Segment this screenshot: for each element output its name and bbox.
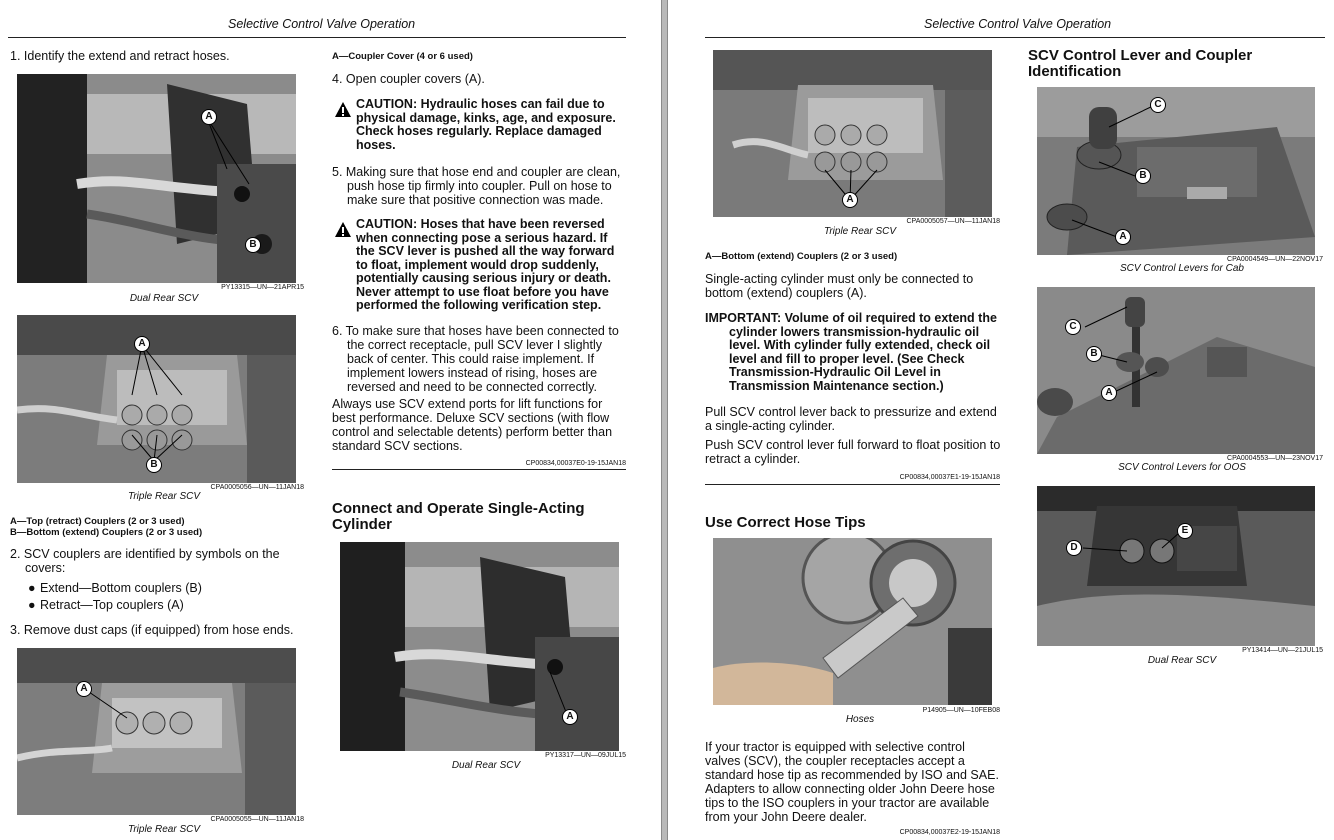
caution-reversed-hoses: CAUTION: Hoses that have been reversed when connecting pose a serious hazard. If the SCV lever is pushed all the way forward to float, implement would drop suddenly, potentially causing serious injury or death. Never attempt to use float before you have performed the following verification step. [356, 217, 615, 312]
warning-triangle-icon [334, 221, 352, 238]
callout-b: B [1135, 168, 1151, 184]
callout-a: A [842, 192, 858, 208]
section-rule [705, 484, 1000, 485]
page-divider [661, 0, 668, 840]
callout-e: E [1177, 523, 1193, 539]
figure-code: PY13317—UN—09JUL15 [545, 752, 626, 759]
photo-triple-rear-scv-2 [17, 648, 296, 815]
step-6: 6. To make sure that hoses have been connected to the correct receptacle, pull SCV lever I slightly back of center. This could raise implement. If implement lowers instead of rising, hoses are reversed and need to be connected correctly. [332, 324, 619, 394]
reference-code: CP00834,00037E1-19-15JAN18 [899, 474, 1000, 481]
photo-scv-levers-cab [1037, 87, 1315, 255]
figure-code: CPA0005056—UN—11JAN18 [210, 484, 304, 491]
callout-a: A [76, 681, 92, 697]
figure-caption: Dual Rear SCV [129, 293, 199, 304]
legend-bottom-couplers: A—Bottom (extend) Couplers (2 or 3 used) [705, 251, 898, 262]
important-oil-volume: IMPORTANT: Volume of oil required to extend the cylinder lowers transmission-hydraulic oil level. With cylinder fully extended, check oil level and fill to proper level. (See Check Transmission-Hydraulic Oil Level in Transmission Maintenance section.) [705, 311, 997, 393]
bullet-dot-icon: ● [28, 581, 36, 595]
legend-b: B—Bottom (extend) Couplers (2 or 3 used) [10, 527, 203, 538]
figure-code: CPA0004553—UN—23NOV17 [1227, 455, 1323, 462]
legend-coupler-cover: A—Coupler Cover (4 or 6 used) [332, 51, 473, 62]
section-heading-hose-tips: Use Correct Hose Tips [705, 514, 866, 531]
photo-scv-levers-oos [1037, 287, 1315, 454]
figure-code: PY13315—UN—21APR15 [221, 284, 304, 291]
step-4: 4. Open coupler covers (A). [332, 72, 485, 86]
figure-code: CPA0005055—UN—11JAN18 [210, 816, 304, 823]
step-3: 3. Remove dust caps (if equipped) from hose ends. [10, 623, 294, 637]
caution-hoses-fail: CAUTION: Hydraulic hoses can fail due to physical damage, kinks, age, and exposure. Check hoses regularly. Replace damaged hoses. [356, 97, 616, 152]
figure-caption: SCV Control Levers for OOS [1118, 462, 1246, 473]
figure-caption: Triple Rear SCV [127, 824, 201, 835]
step-1: 1. Identify the extend and retract hoses. [10, 49, 230, 63]
figure-caption: Hoses [845, 714, 875, 725]
single-acting-note: Single-acting cylinder must only be connected to bottom (extend) couplers (A). [705, 272, 974, 300]
step-5: 5. Making sure that hose end and coupler are clean, push hose tip firmly into coupler. Pull on hose to make sure that positive connection was made. [332, 165, 621, 207]
reference-code: CP00834,00037E2-19-15JAN18 [899, 829, 1000, 836]
section-heading-connect: Connect and Operate Single-Acting Cylinder [332, 500, 585, 533]
figure-caption: Dual Rear SCV [451, 760, 521, 771]
callout-a: A [201, 109, 217, 125]
section-rule [332, 469, 626, 470]
callout-d: D [1066, 540, 1082, 556]
callout-a: A [1101, 385, 1117, 401]
bullet-retract: Retract—Top couplers (A) [40, 598, 184, 612]
running-head: Selective Control Valve Operation [924, 17, 1112, 31]
push-lever-note: Push SCV control lever full forward to float position to retract a cylinder. [705, 438, 1001, 466]
running-head: Selective Control Valve Operation [228, 17, 416, 31]
reference-code: CP00834,00037E0-19-15JAN18 [525, 460, 626, 467]
callout-a: A [134, 336, 150, 352]
callout-a: A [1115, 229, 1131, 245]
callout-c: C [1065, 319, 1081, 335]
legend-a: A—Top (retract) Couplers (2 or 3 used) [10, 516, 185, 527]
header-rule [8, 37, 626, 38]
figure-caption: SCV Control Levers for Cab [1120, 263, 1244, 274]
figure-caption: Triple Rear SCV [127, 491, 201, 502]
pull-lever-note: Pull SCV control lever back to pressurize and extend a single-acting cylinder. [705, 405, 997, 433]
bullet-extend: Extend—Bottom couplers (B) [40, 581, 202, 595]
always-use-extend-ports: Always use SCV extend ports for lift functions for best performance. Deluxe SCV sections (with flow control and selectable detents) perform better than standard SCV sections. [332, 397, 613, 453]
header-rule [705, 37, 1325, 38]
photo-dual-rear-scv-3 [1037, 486, 1315, 646]
section-heading-scv-control: SCV Control Lever and Coupler Identification [1028, 47, 1253, 80]
hose-tips-paragraph: If your tractor is equipped with selective control valves (SCV), the coupler receptacles accept a standard hose tip as recommended by ISO and SAE. Adapters to allow connecting older John Deere hose tips to the ISO couplers in your tractor are available from your John Deere dealer. [705, 740, 999, 824]
warning-triangle-icon [334, 101, 352, 118]
callout-c: C [1150, 97, 1166, 113]
figure-code: CPA0004549—UN—22NOV17 [1227, 256, 1323, 263]
left-page [0, 0, 661, 840]
bullet-dot-icon: ● [28, 598, 36, 612]
step-2: 2. SCV couplers are identified by symbols on the covers: [10, 547, 280, 575]
figure-code: CPA0005057—UN—11JAN18 [906, 218, 1000, 225]
figure-code: PY13414—UN—21JUL15 [1242, 647, 1323, 654]
figure-code: P14905—UN—10FEB08 [922, 707, 1000, 714]
callout-a: A [562, 709, 578, 725]
photo-hoses [713, 538, 992, 705]
figure-caption: Triple Rear SCV [823, 226, 897, 237]
figure-caption: Dual Rear SCV [1147, 655, 1217, 666]
callout-b: B [245, 237, 261, 253]
callout-b: B [1086, 346, 1102, 362]
callout-b: B [146, 457, 162, 473]
right-page [668, 0, 1334, 840]
